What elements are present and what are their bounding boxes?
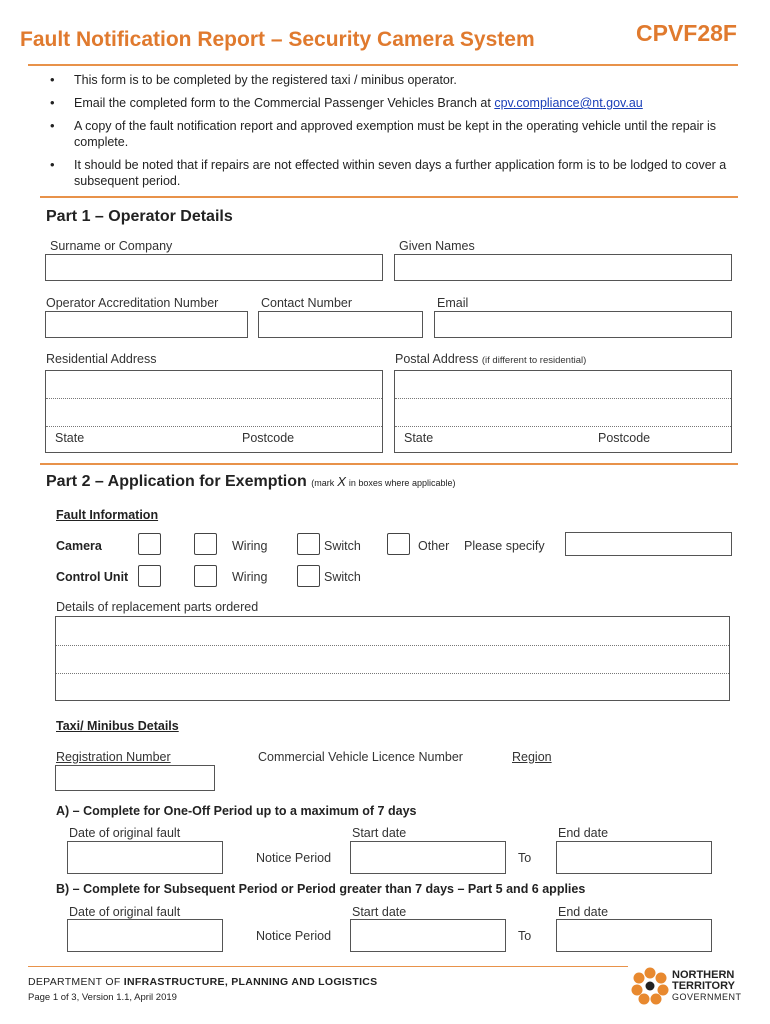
instruction-item: • This form is to be completed by the registered taxi / minibus operator.	[50, 72, 730, 88]
header-divider	[28, 64, 738, 66]
residential-address-label: Residential Address	[46, 352, 157, 366]
section-a-end-date-input[interactable]	[556, 841, 712, 874]
camera-switch-label: Switch	[324, 539, 361, 553]
section-b-to-label: To	[518, 929, 532, 943]
section-b-start-date-input[interactable]	[350, 919, 506, 952]
form-code: CPVF28F	[636, 20, 737, 46]
logo-line-northern: NORTHERN	[672, 969, 735, 981]
email-link[interactable]: cpv.compliance@nt.gov.au	[494, 96, 643, 110]
instruction-item-email	[50, 95, 730, 111]
postal-address-box[interactable]	[394, 370, 732, 453]
section-a-to-label: To	[518, 851, 532, 865]
residential-postcode-label: Postcode	[242, 431, 295, 445]
part1-divider	[40, 463, 738, 465]
postal-address-label-text: Postal Address	[395, 352, 479, 366]
footer-page-info: Page 1 of 3, Version 1.1, April 2019	[28, 992, 177, 1003]
section-a-notice-period-label: Notice Period	[256, 851, 332, 865]
part1-heading: Part 1 – Operator Details	[46, 208, 233, 225]
logo-line-government: GOVERNMENT	[672, 992, 742, 1002]
control-unit-wiring-label: Wiring	[232, 570, 268, 584]
parts-line-divider	[56, 645, 729, 646]
control-unit-switch-checkbox[interactable]	[297, 565, 320, 587]
section-a-date-fault-label: Date of original fault	[69, 826, 181, 840]
given-names-input[interactable]	[394, 254, 732, 281]
licence-number-label: Commercial Vehicle Licence Number	[258, 750, 463, 764]
postal-address-label	[395, 352, 586, 366]
instructions-divider	[40, 196, 738, 198]
nt-government-logo-icon	[630, 966, 670, 1006]
other-checkbox[interactable]	[387, 533, 410, 555]
email-label: Email	[437, 296, 469, 310]
section-a-start-date-label: Start date	[352, 826, 407, 840]
camera-label: Camera	[56, 539, 102, 553]
department-prefix: DEPARTMENT OF	[28, 976, 121, 988]
given-names-label: Given Names	[399, 239, 475, 253]
email-input[interactable]	[434, 311, 732, 338]
control-unit-label: Control Unit	[56, 570, 129, 584]
section-b-heading: B) – Complete for Subsequent Period or Period greater than 7 days – Part 5 and 6 applies	[56, 882, 586, 896]
instruction-item: • It should be noted that if repairs are not effected within seven days a further application form is to be lodged to cover a subsequent period.	[50, 157, 730, 189]
residential-state-label: State	[55, 431, 85, 445]
section-b-notice-period-label: Notice Period	[256, 929, 332, 943]
region-label: Region	[512, 750, 552, 764]
instruction-item: • A copy of the fault notification report and approved exemption must be kept in the operating vehicle until the repair is complete.	[50, 118, 730, 150]
section-a-start-date-input[interactable]	[350, 841, 506, 874]
part2-note-prefix: (mark	[311, 478, 335, 488]
control-unit-wiring-checkbox[interactable]	[194, 565, 217, 587]
section-b-date-fault-label: Date of original fault	[69, 905, 181, 919]
replacement-parts-box[interactable]	[55, 616, 730, 701]
camera-switch-checkbox[interactable]	[297, 533, 320, 555]
part2-heading	[46, 473, 455, 491]
residential-address-box[interactable]	[45, 370, 383, 453]
section-a-date-fault-input[interactable]	[67, 841, 223, 874]
other-label: Other	[418, 539, 450, 553]
registration-number-label: Registration Number	[56, 750, 171, 764]
instructions-list	[50, 72, 730, 196]
replacement-parts-label: Details of replacement parts ordered	[56, 600, 259, 614]
accreditation-input[interactable]	[45, 311, 248, 338]
email-instruction-text: Email the completed form to the Commercial Passenger Vehicles Branch at	[74, 96, 491, 110]
camera-wiring-label: Wiring	[232, 539, 268, 553]
taxi-details-heading: Taxi/ Minibus Details	[56, 719, 179, 733]
logo-line-territory: TERRITORY	[672, 980, 735, 992]
part2-note-mark: X	[337, 474, 346, 489]
surname-input[interactable]	[45, 254, 383, 281]
address-line-divider	[46, 426, 382, 427]
accreditation-label: Operator Accreditation Number	[46, 296, 219, 310]
address-line-divider	[395, 426, 731, 427]
section-a-heading: A) – Complete for One-Off Period up to a maximum of 7 days	[56, 804, 417, 818]
footer-department	[28, 976, 377, 988]
part2-heading-text: Part 2 – Application for Exemption	[46, 473, 307, 490]
section-a-end-date-label: End date	[558, 826, 609, 840]
address-line-divider	[395, 398, 731, 399]
nt-government-logo-text	[672, 970, 742, 1003]
section-b-date-fault-input[interactable]	[67, 919, 223, 952]
department-name: INFRASTRUCTURE, PLANNING AND LOGISTICS	[123, 976, 378, 988]
control-unit-checkbox[interactable]	[138, 565, 161, 587]
postal-address-note: (if different to residential)	[481, 355, 587, 366]
camera-checkbox[interactable]	[138, 533, 161, 555]
fault-information-heading: Fault Information	[56, 508, 159, 522]
other-specify-input[interactable]	[565, 532, 732, 556]
contact-number-input[interactable]	[258, 311, 423, 338]
postal-postcode-label: Postcode	[598, 431, 651, 445]
address-line-divider	[46, 398, 382, 399]
section-b-end-date-label: End date	[558, 905, 609, 919]
contact-number-label: Contact Number	[261, 296, 353, 310]
section-b-start-date-label: Start date	[352, 905, 407, 919]
parts-line-divider	[56, 673, 729, 674]
section-b-end-date-input[interactable]	[556, 919, 712, 952]
form-title: Fault Notification Report – Security Camera System	[20, 28, 535, 51]
part2-note-suffix: in boxes where applicable)	[348, 478, 456, 488]
part2-note	[311, 474, 456, 489]
footer-divider	[28, 966, 628, 967]
please-specify-label: Please specify	[464, 539, 545, 553]
camera-wiring-checkbox[interactable]	[194, 533, 217, 555]
postal-state-label: State	[404, 431, 434, 445]
surname-label: Surname or Company	[50, 239, 173, 253]
registration-number-input[interactable]	[55, 765, 215, 791]
control-unit-switch-label: Switch	[324, 570, 361, 584]
